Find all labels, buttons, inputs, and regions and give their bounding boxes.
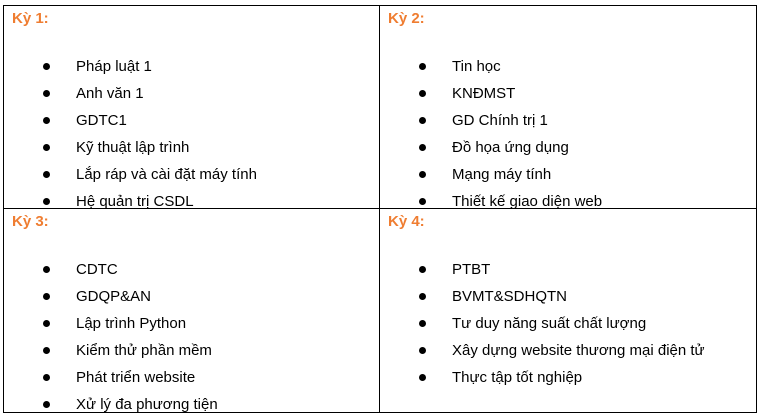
bullet-icon	[419, 117, 426, 124]
list-item	[380, 80, 602, 107]
bullet-icon	[43, 117, 50, 124]
subject-label: Thực tập tốt nghiệp	[452, 369, 583, 386]
bullet-icon	[419, 63, 426, 70]
bullet-icon	[43, 401, 50, 408]
subject-list	[4, 53, 257, 215]
term-title: Kỳ 1:	[12, 10, 49, 27]
list-item	[4, 364, 218, 391]
term-cell-3	[4, 209, 380, 413]
subject-label: Kỹ thuật lập trình	[76, 139, 190, 156]
bullet-icon	[419, 347, 426, 354]
subject-label: GDQP&AN	[76, 288, 152, 305]
subject-label: Pháp luật 1	[76, 58, 152, 75]
subject-list	[380, 53, 602, 215]
term-title: Kỳ 2:	[388, 10, 425, 27]
list-item	[380, 161, 602, 188]
bullet-icon	[43, 374, 50, 381]
term-cell-1	[4, 6, 380, 209]
subject-label: Lập trình Python	[76, 315, 187, 332]
subject-list	[4, 256, 218, 418]
bullet-icon	[419, 266, 426, 273]
subject-label: Xử lý đa phương tiện	[76, 396, 218, 413]
subject-label: Lắp ráp và cài đặt máy tính	[76, 166, 257, 183]
curriculum-table	[3, 5, 757, 413]
subject-label: KNĐMST	[452, 85, 516, 102]
list-item	[380, 337, 705, 364]
subject-label: CDTC	[76, 261, 118, 278]
list-item	[4, 80, 257, 107]
subject-label: Thiết kế giao diện web	[452, 193, 603, 210]
subject-list	[380, 256, 705, 391]
bullet-icon	[419, 374, 426, 381]
bullet-icon	[43, 266, 50, 273]
term-2	[380, 6, 756, 208]
subject-label: Anh văn 1	[76, 85, 144, 102]
subject-label: Hệ quản trị CSDL	[76, 193, 194, 210]
term-3	[4, 209, 379, 412]
subject-label: Đồ họa ứng dụng	[452, 139, 569, 156]
list-item	[4, 337, 218, 364]
list-item	[4, 134, 257, 161]
bullet-icon	[43, 144, 50, 151]
list-item	[380, 53, 602, 80]
subject-label: Kiểm thử phần mềm	[76, 342, 212, 359]
bullet-icon	[419, 144, 426, 151]
list-item	[4, 283, 218, 310]
bullet-icon	[43, 63, 50, 70]
list-item	[380, 107, 602, 134]
subject-label: GDTC1	[76, 112, 127, 129]
term-title: Kỳ 3:	[12, 213, 49, 230]
subject-label: Tư duy năng suất chất lượng	[452, 315, 647, 332]
list-item	[380, 364, 705, 391]
bullet-icon	[43, 90, 50, 97]
bullet-icon	[419, 293, 426, 300]
term-cell-2	[380, 6, 757, 209]
table-row	[4, 6, 757, 209]
subject-label: Tin học	[452, 58, 501, 75]
table-row	[4, 209, 757, 413]
subject-label: Phát triển website	[76, 369, 196, 386]
subject-label: Xây dựng website thương mại điện tử	[452, 342, 705, 359]
list-item	[4, 107, 257, 134]
list-item	[4, 256, 218, 283]
bullet-icon	[43, 293, 50, 300]
list-item	[380, 134, 602, 161]
term-title: Kỳ 4:	[388, 213, 425, 230]
subject-label: PTBT	[452, 261, 491, 278]
list-item	[4, 161, 257, 188]
bullet-icon	[419, 171, 426, 178]
list-item	[4, 391, 218, 418]
bullet-icon	[43, 198, 50, 205]
list-item	[4, 310, 218, 337]
term-cell-4	[380, 209, 757, 413]
bullet-icon	[43, 347, 50, 354]
bullet-icon	[419, 320, 426, 327]
list-item	[380, 283, 705, 310]
term-1	[4, 6, 379, 208]
list-item	[4, 53, 257, 80]
list-item	[380, 310, 705, 337]
bullet-icon	[419, 90, 426, 97]
bullet-icon	[419, 198, 426, 205]
subject-label: Mạng máy tính	[452, 166, 552, 183]
term-4	[380, 209, 756, 412]
list-item	[380, 256, 705, 283]
subject-label: BVMT&SDHQTN	[452, 288, 568, 305]
subject-label: GD Chính trị 1	[452, 112, 548, 129]
bullet-icon	[43, 320, 50, 327]
bullet-icon	[43, 171, 50, 178]
